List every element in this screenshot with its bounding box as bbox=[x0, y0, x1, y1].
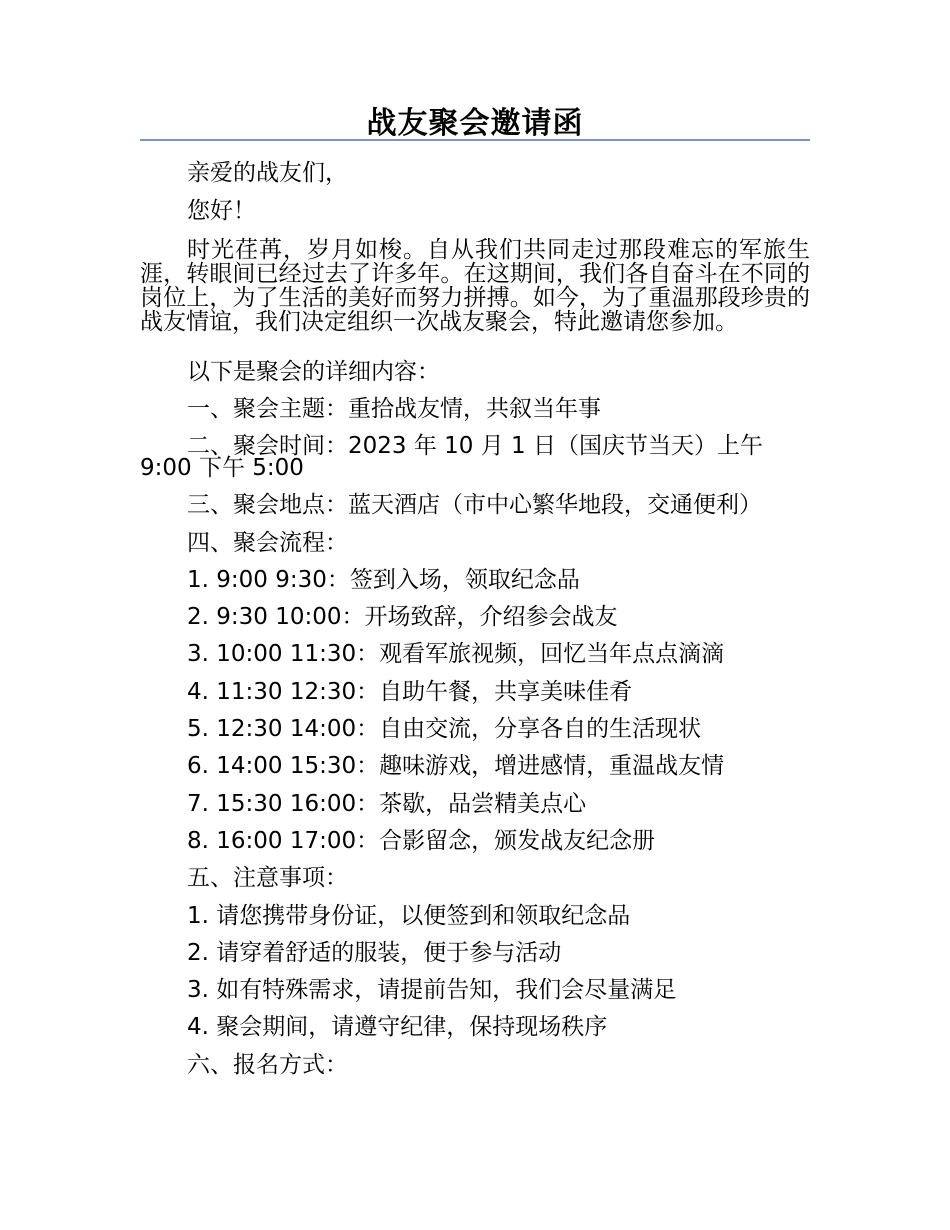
note-item: 4. 聚会期间，请遵守纪律，保持现场秩序 bbox=[187, 1014, 608, 1040]
schedule-item: 4. 11:30 12:30：自助午餐，共享美味佳肴 bbox=[187, 679, 633, 705]
schedule-item: 1. 9:00 9:30：签到入场，领取纪念品 bbox=[187, 567, 580, 593]
section-signup-heading: 六、报名方式： bbox=[187, 1052, 348, 1078]
note-item: 2. 请穿着舒适的服装，便于参与活动 bbox=[187, 940, 562, 966]
schedule-item: 6. 14:00 15:30：趣味游戏，增进感情，重温战友情 bbox=[187, 753, 725, 779]
schedule-item: 3. 10:00 11:30：观看军旅视频，回忆当年点点滴滴 bbox=[187, 641, 725, 667]
section-time-line1: 二、聚会时间：2023 年 10 月 1 日（国庆节当天）上午 bbox=[187, 433, 763, 459]
section-theme: 一、聚会主题：重拾战友情，共叙当年事 bbox=[187, 396, 601, 422]
schedule-item: 2. 9:30 10:00：开场致辞，介绍参会战友 bbox=[187, 604, 618, 630]
document-title: 战友聚会邀请函 bbox=[366, 106, 584, 141]
section-location: 三、聚会地点：蓝天酒店（市中心繁华地段，交通便利） bbox=[187, 492, 762, 518]
section-time-line2: 9:00 下午 5:00 bbox=[140, 455, 304, 481]
schedule-item: 7. 15:30 16:00：茶歇，品尝精美点心 bbox=[187, 791, 587, 817]
greeting: 亲爱的战友们， bbox=[187, 160, 348, 186]
title-underline bbox=[140, 139, 810, 141]
intro-paragraph: 时光荏苒，岁月如梭。自从我们共同走过那段难忘的军旅生涯，转眼间已经过去了许多年。在这期间，我们各自奋斗在不同的岗位上，为了生活的美好而努力拼搏。如今，为了重温那段珍贵的战友情谊，我们决定组织一次战友聚会，特此邀请您参加。 bbox=[140, 237, 810, 335]
hello: 您好！ bbox=[187, 198, 256, 224]
details-intro: 以下是聚会的详细内容： bbox=[187, 359, 440, 385]
note-item: 3. 如有特殊需求，请提前告知，我们会尽量满足 bbox=[187, 977, 677, 1003]
note-item: 1. 请您携带身份证，以便签到和领取纪念品 bbox=[187, 903, 631, 929]
schedule-item: 8. 16:00 17:00：合影留念，颁发战友纪念册 bbox=[187, 828, 656, 854]
section-notes-heading: 五、注意事项： bbox=[187, 865, 348, 891]
section-schedule-heading: 四、聚会流程： bbox=[187, 530, 348, 556]
schedule-item: 5. 12:30 14:00：自由交流，分享各自的生活现状 bbox=[187, 716, 702, 742]
